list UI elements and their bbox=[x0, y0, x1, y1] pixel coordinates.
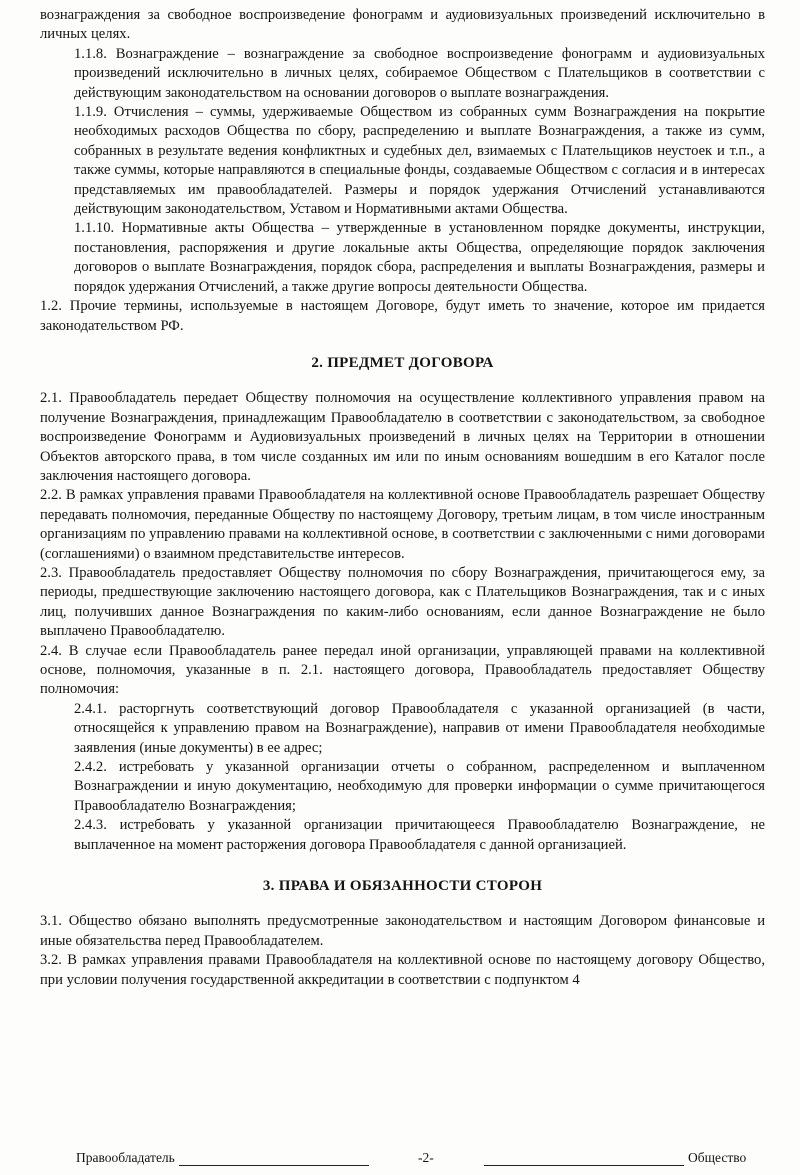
page-footer bbox=[0, 1150, 800, 1170]
footer-rightsholder-signature bbox=[76, 1150, 369, 1166]
paragraph-2-4-2: 2.4.2. истребовать у указанной организации отчеты о собранном, распределенном и выплаченном Вознаграждении и иную документацию, необходимую для проверки информации о сумме причитающегося Правообладателю Вознаграждения; bbox=[74, 759, 765, 814]
paragraph-1-1-10: 1.1.10. Нормативные акты Общества – утвержденные в установленном порядке документы, инструкции, постановления, распоряжения и другие локальные акты Общества, определяющие порядок заключения договоров о выплате Вознаграждения, порядок сбора, распределения и выплаты Вознаграждения, размеры и порядок удержания Отчислений, а также другие вопросы деятельности Общества. bbox=[74, 220, 765, 295]
paragraph-1-1-8: 1.1.8. Вознаграждение – вознаграждение за свободное воспроизведение фонограмм и аудиовизуальных произведений исключительно в личных целях, собираемое Обществом с Плательщиков в соответствии с действующим законодательством на основании договоров о выплате вознаграждения. bbox=[74, 45, 765, 101]
paragraph-1-2: 1.2. Прочие термины, используемые в настоящем Договоре, будут иметь то значение, которое им придается законодательством РФ. bbox=[40, 298, 765, 334]
page-number: -2- bbox=[418, 1150, 434, 1165]
footer-rightsholder-label: Правообладатель bbox=[76, 1150, 175, 1165]
paragraph-2-2: 2.2. В рамках управления правами Правообладателя на коллективной основе Правообладатель разрешает Обществу передавать полномочия, переданные Обществу по настоящему Договору, третьим лицам, в том числе иностранным организациям по управлению правами на коллективной основе, в соответствии с заключенными с ними договорами (соглашениями) о взаимном представительстве интересов. bbox=[40, 487, 765, 562]
paragraph-2-4-1: 2.4.1. расторгнуть соответствующий договор Правообладателя с указанной организацией (в части, относящейся к управлению правом на Вознаграждение), направив от имени Правообладателя необходимые заявления (иные документы) в ее адрес; bbox=[74, 700, 765, 756]
paragraph-1-1-9: 1.1.9. Отчисления – суммы, удерживаемые Обществом из собранных сумм Вознаграждения на покрытие необходимых расходов Общества по сбору, распределению и выплате Вознаграждения, а также из сумм, собранных в результате ведения конфликтных и судебных дел, взимаемых с Плательщиков неустоек и т.п., а также суммы, которые направляются в специальные фонды, создаваемые Обществом с согласия и в интересах представляемых им правообладателей. Размеры и порядок удержания Отчислений устанавливаются действующим законодательством, Уставом и Нормативными актами Общества. bbox=[74, 104, 765, 218]
section-2-heading: 2. ПРЕДМЕТ ДОГОВОРА bbox=[311, 354, 494, 371]
footer-society-label: Общество bbox=[688, 1150, 747, 1165]
paragraph-3-1: 3.1. Общество обязано выполнять предусмотренные законодательством и настоящим Договором финансовые и иные обязательства перед Правообладателем. bbox=[40, 913, 765, 949]
paragraph-2-3: 2.3. Правообладатель предоставляет Обществу полномочия по сбору Вознаграждения, причитающегося ему, за периоды, предшествующие заключению настоящего договора, как с Плательщиков Вознаграждения, так и с иных лиц, получивших данное Вознаграждения по каким-либо основаниям, если данное Вознаграждение не было выплачено Правообладателю. bbox=[40, 564, 765, 640]
paragraph-3-2: 3.2. В рамках управления правами Правообладателя на коллективной основе по настоящему договору Общество, при условии получения государственной аккредитации в соответствии с подпунктом 4 bbox=[40, 952, 765, 988]
section-3-heading: 3. ПРАВА И ОБЯЗАННОСТИ СТОРОН bbox=[262, 878, 543, 895]
paragraph-2-1: 2.1. Правообладатель передает Обществу полномочия на осуществление коллективного управления правом на получение Вознаграждения, принадлежащим Правообладателю в соответствии с законодательством, за свободное воспроизведение Фонограмм и Аудиовизуальных произведений в личных целях на Территории в отношении Объектов авторского права, в том числе созданных им или по иным основаниям вошедшим в его Каталог после заключения настоящего договора. bbox=[40, 390, 765, 484]
paragraph-1-1-7-continuation: вознаграждения за свободное воспроизведение фонограмм и аудиовизуальных произведений исключительно в личных целях. bbox=[40, 7, 765, 43]
signature-line bbox=[484, 1151, 684, 1166]
signature-line bbox=[179, 1151, 369, 1166]
paragraph-2-4: 2.4. В случае если Правообладатель ранее передал иной организации, управляющей правами на коллективной основе, полномочия, указанные в п. 2.1. настоящего договора, Правообладатель предоставляет Обществу полномочия: bbox=[40, 642, 765, 698]
document-body bbox=[40, 6, 765, 990]
paragraph-2-4-3: 2.4.3. истребовать у указанной организации причитающееся Правообладателю Вознаграждение, не выплаченное на момент расторжения договора Правообладателя с данной организацией. bbox=[74, 817, 765, 853]
footer-society-signature bbox=[484, 1150, 746, 1166]
